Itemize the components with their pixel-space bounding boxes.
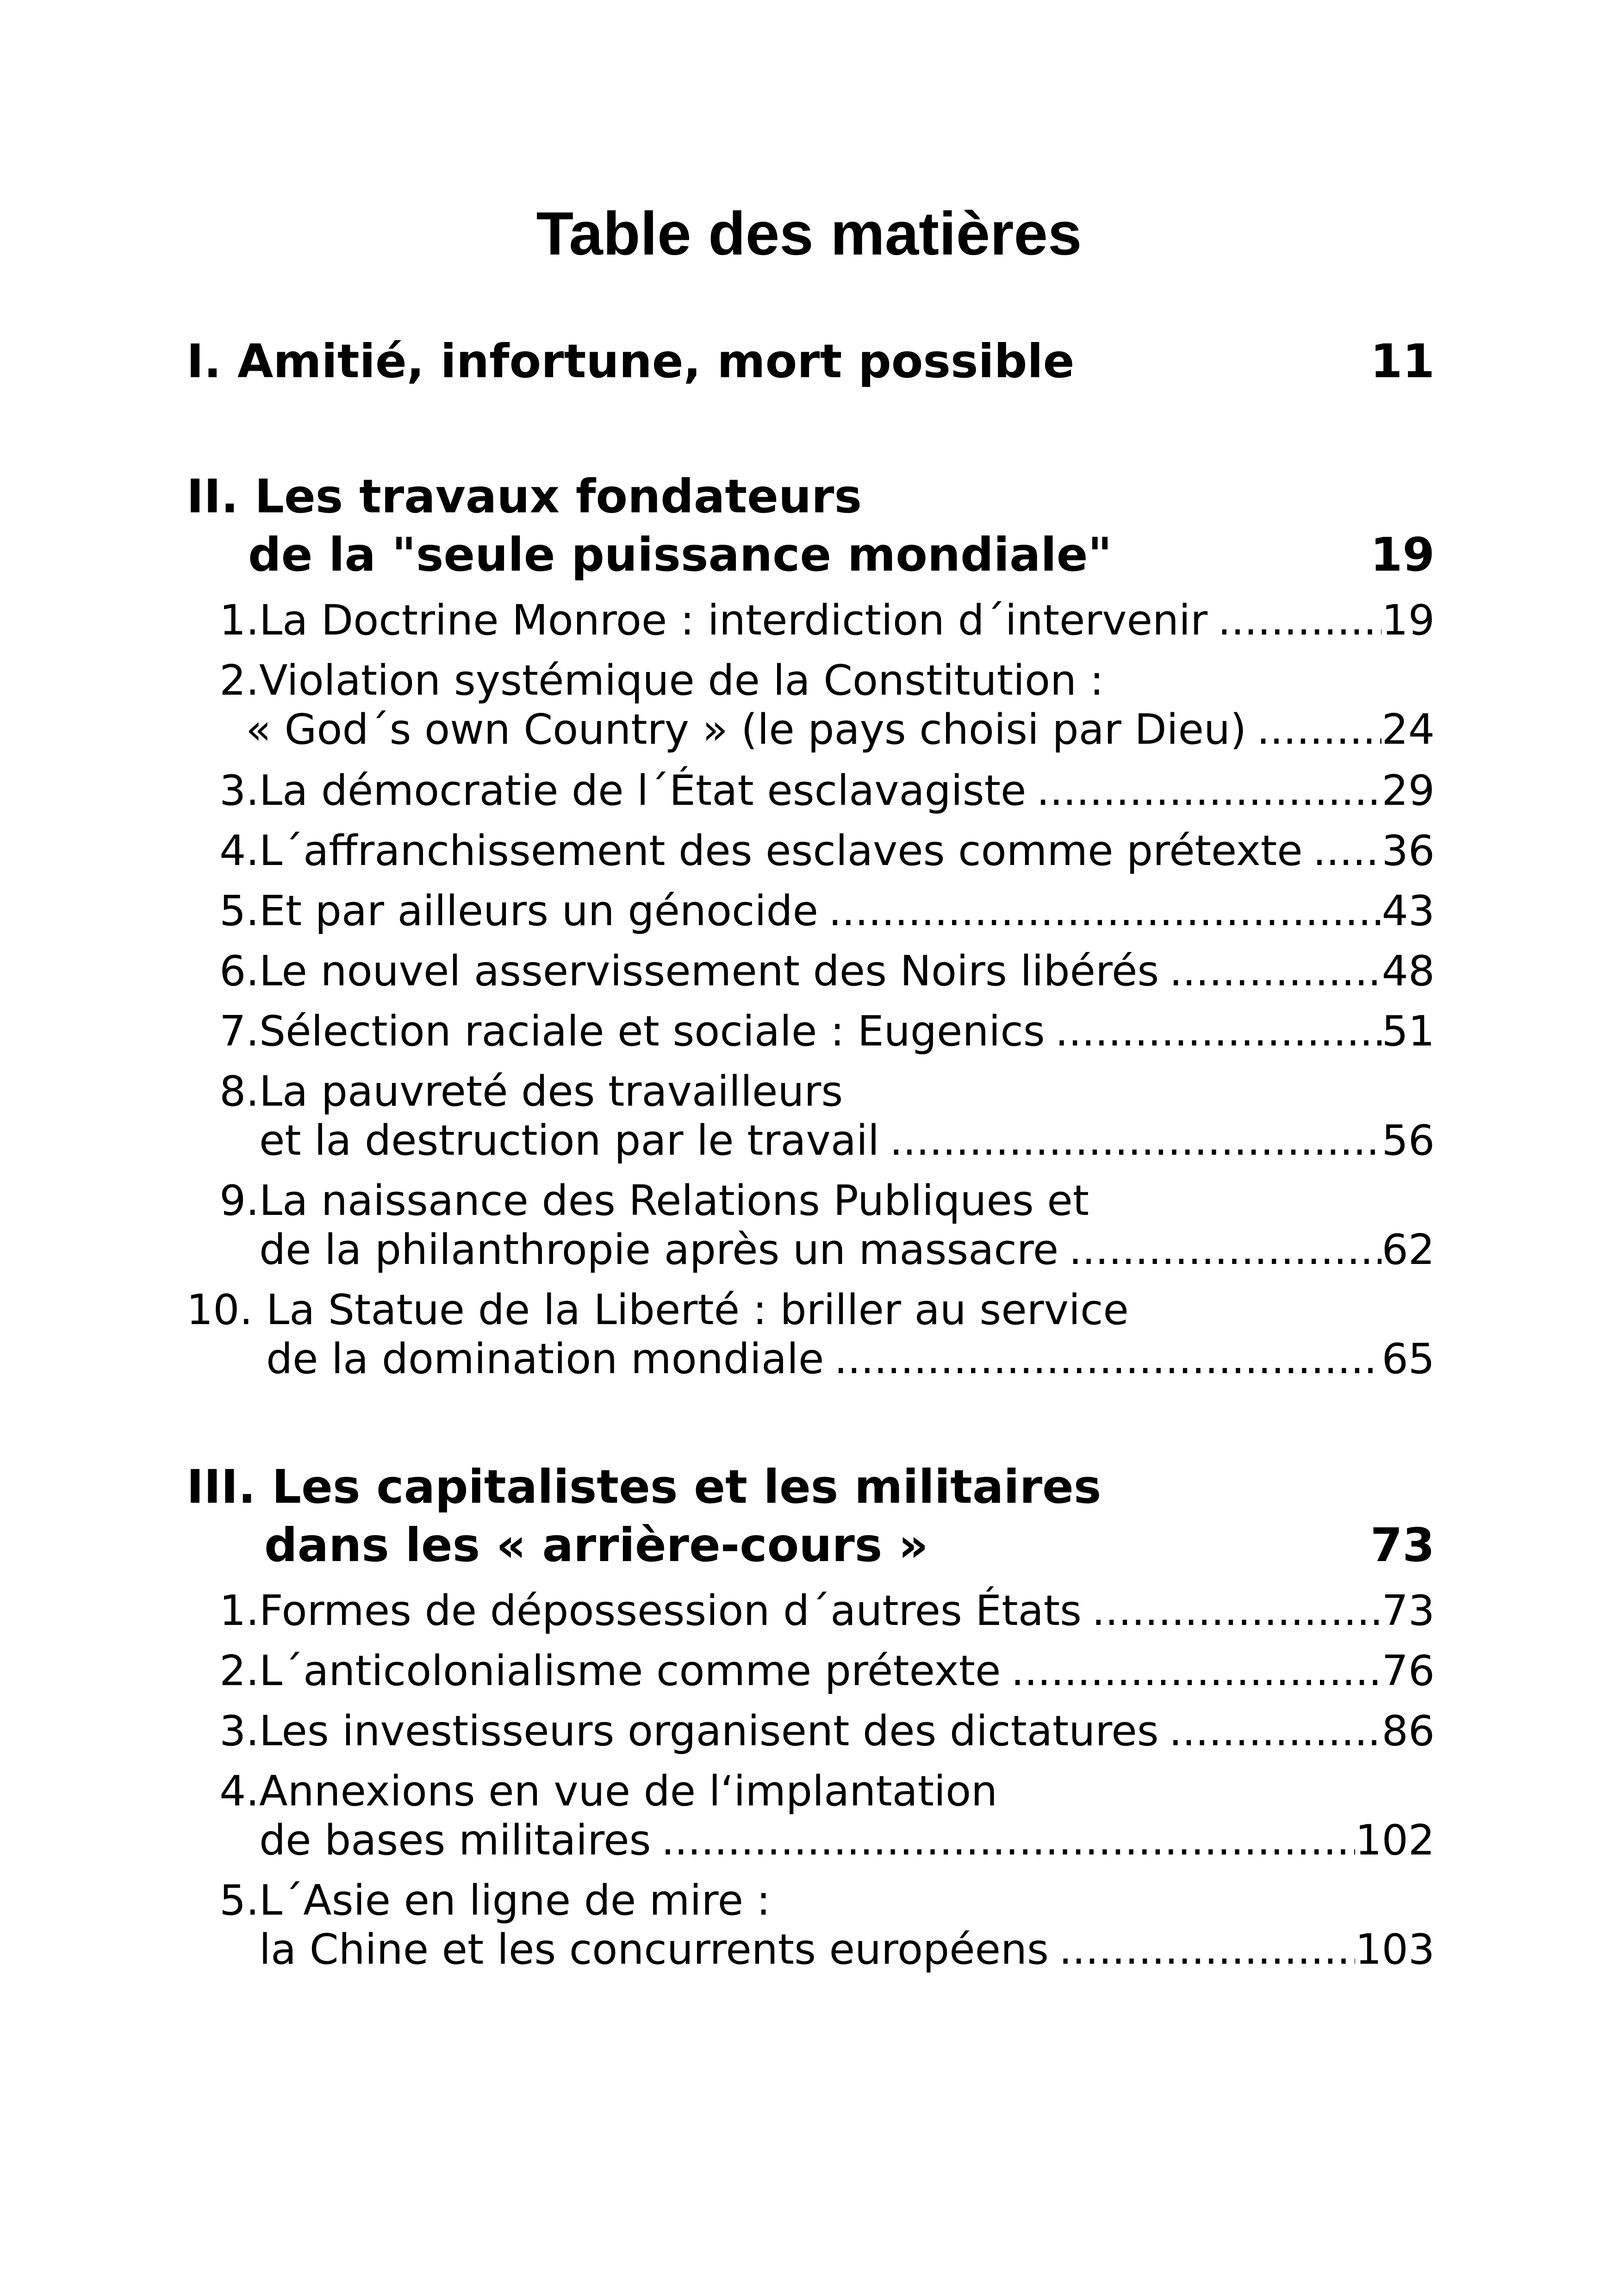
entry-number: 2. — [219, 1647, 259, 1695]
entry-page-number: 48 — [1382, 947, 1435, 996]
toc-entry-continued — [187, 1222, 1435, 1282]
toc-entry — [187, 1003, 1435, 1064]
entry-number: 4. — [219, 827, 259, 875]
entry-title-continued: de la domination mondiale — [266, 1335, 824, 1383]
toc-entry — [187, 592, 1435, 649]
chapter-heading — [187, 467, 1435, 526]
chapter-page-number: 19 — [1370, 528, 1435, 582]
chapter-3 — [187, 1458, 1435, 1978]
toc-entry — [187, 653, 1435, 705]
toc-entry — [187, 823, 1435, 883]
entry-page-number: 73 — [1382, 1587, 1435, 1635]
entry-page-number: 56 — [1382, 1116, 1435, 1165]
toc-entry — [187, 1583, 1435, 1643]
toc-entry — [187, 1703, 1435, 1763]
entry-title: Et par ailleurs un génocide — [259, 887, 819, 935]
dot-leader — [828, 883, 1382, 940]
chapter-heading-continued — [187, 526, 1435, 584]
chapter-title-continued: dans les « arrière-cours » — [264, 1518, 928, 1572]
toc-entry-continued — [187, 1922, 1435, 1978]
dot-leader — [1218, 592, 1382, 649]
toc-entry — [187, 1873, 1435, 1925]
toc-entry — [187, 763, 1435, 823]
entry-number: 9. — [219, 1176, 259, 1225]
entry-page-number: 43 — [1382, 887, 1435, 935]
dot-leader — [1036, 763, 1382, 819]
chapter-2 — [187, 467, 1435, 1388]
entry-page-number: 76 — [1382, 1647, 1435, 1695]
dot-leader — [834, 1331, 1382, 1388]
entry-number: 1. — [219, 1587, 259, 1635]
entry-title: Formes de dépossession d´autres États — [259, 1587, 1082, 1635]
toc-entry — [187, 1643, 1435, 1703]
chapter-page-number: 73 — [1370, 1518, 1435, 1572]
toc-entry — [187, 943, 1435, 1003]
chapter-page-number: 11 — [1370, 334, 1435, 388]
toc-entry — [187, 1763, 1435, 1816]
chapter-heading — [187, 1458, 1435, 1516]
entry-title: Les investisseurs organisent des dictatures — [259, 1707, 1159, 1755]
dot-leader — [1313, 823, 1382, 879]
entry-number: 10. — [187, 1286, 253, 1334]
chapter-title: I. Amitié, infortune, mort possible — [187, 334, 1075, 388]
entry-number: 3. — [219, 1707, 259, 1755]
toc-entry — [187, 883, 1435, 943]
entry-title-continued: la Chine et les concurrents européens — [259, 1925, 1049, 1974]
toc-entry-continued — [187, 1812, 1435, 1873]
chapter-title: II. Les travaux fondateurs — [187, 469, 862, 523]
toc-entry — [187, 1173, 1435, 1225]
dot-leader — [1257, 702, 1382, 758]
toc-entry-continued — [187, 1113, 1435, 1173]
page-title: Table des matières — [536, 199, 1082, 268]
entry-number: 3. — [219, 766, 259, 815]
chapter-heading-continued — [187, 1516, 1435, 1574]
dot-leader — [890, 1113, 1382, 1169]
toc-entry — [187, 1064, 1435, 1116]
toc-entry-continued — [187, 702, 1435, 758]
entry-page-number: 24 — [1382, 705, 1435, 754]
chapter-heading — [187, 332, 1435, 391]
chapter-1 — [187, 332, 1435, 391]
entry-number: 6. — [219, 947, 259, 996]
entry-title: L´affranchissement des esclaves comme prétexte — [259, 827, 1303, 875]
entry-title: La naissance des Relations Publiques et — [259, 1176, 1089, 1225]
dot-leader — [1059, 1922, 1355, 1978]
entry-number: 5. — [219, 1876, 259, 1925]
entry-title: Sélection raciale et sociale : Eugenics — [259, 1007, 1045, 1056]
entry-page-number: 103 — [1355, 1925, 1435, 1974]
entry-title-continued: et la destruction par le travail — [259, 1116, 879, 1165]
chapter-title-continued: de la "seule puissance mondiale" — [248, 528, 1112, 582]
toc-entry-continued — [187, 1331, 1435, 1388]
entry-page-number: 29 — [1382, 766, 1435, 815]
entry-number: 4. — [219, 1767, 259, 1816]
dot-leader — [1092, 1583, 1382, 1639]
entry-title: L´anticolonialisme comme prétexte — [259, 1647, 1001, 1695]
entry-page-number: 86 — [1382, 1707, 1435, 1755]
entry-title: L´Asie en ligne de mire : — [259, 1876, 771, 1925]
entry-title: La Doctrine Monroe : interdiction d´intervenir — [259, 596, 1208, 645]
entry-page-number: 19 — [1382, 596, 1435, 645]
entry-title: La démocratie de l´État esclavagiste — [259, 766, 1027, 815]
dot-leader — [661, 1812, 1356, 1869]
dot-leader — [1069, 1222, 1382, 1278]
entry-title: La pauvreté des travailleurs — [259, 1067, 843, 1116]
entry-number: 2. — [219, 656, 259, 705]
toc-entry — [187, 1282, 1435, 1334]
entry-number: 1. — [219, 596, 259, 645]
entry-number: 8. — [219, 1067, 259, 1116]
entry-page-number: 62 — [1382, 1226, 1435, 1274]
entry-title-continued: de bases militaires — [259, 1816, 651, 1865]
entry-number: 7. — [219, 1007, 259, 1056]
entry-title: Violation systémique de la Constitution : — [259, 656, 1104, 705]
entry-page-number: 51 — [1382, 1007, 1435, 1056]
dot-leader — [1169, 943, 1382, 1000]
dot-leader — [1169, 1703, 1382, 1760]
entry-title-continued: « God´s own Country » (le pays choisi par Dieu) — [246, 705, 1247, 754]
chapter-title: III. Les capitalistes et les militaires — [187, 1460, 1101, 1514]
dot-leader — [1011, 1643, 1382, 1699]
dot-leader — [1055, 1003, 1382, 1060]
entry-page-number: 102 — [1355, 1816, 1435, 1865]
entry-title-continued: de la philanthropie après un massacre — [259, 1226, 1059, 1274]
entry-title: La Statue de la Liberté : briller au service — [266, 1286, 1129, 1334]
entry-page-number: 36 — [1382, 827, 1435, 875]
entry-title: Annexions en vue de l‘implantation — [259, 1767, 998, 1816]
entry-title: Le nouvel asservissement des Noirs libérés — [259, 947, 1159, 996]
entry-page-number: 65 — [1382, 1335, 1435, 1383]
entry-number: 5. — [219, 887, 259, 935]
